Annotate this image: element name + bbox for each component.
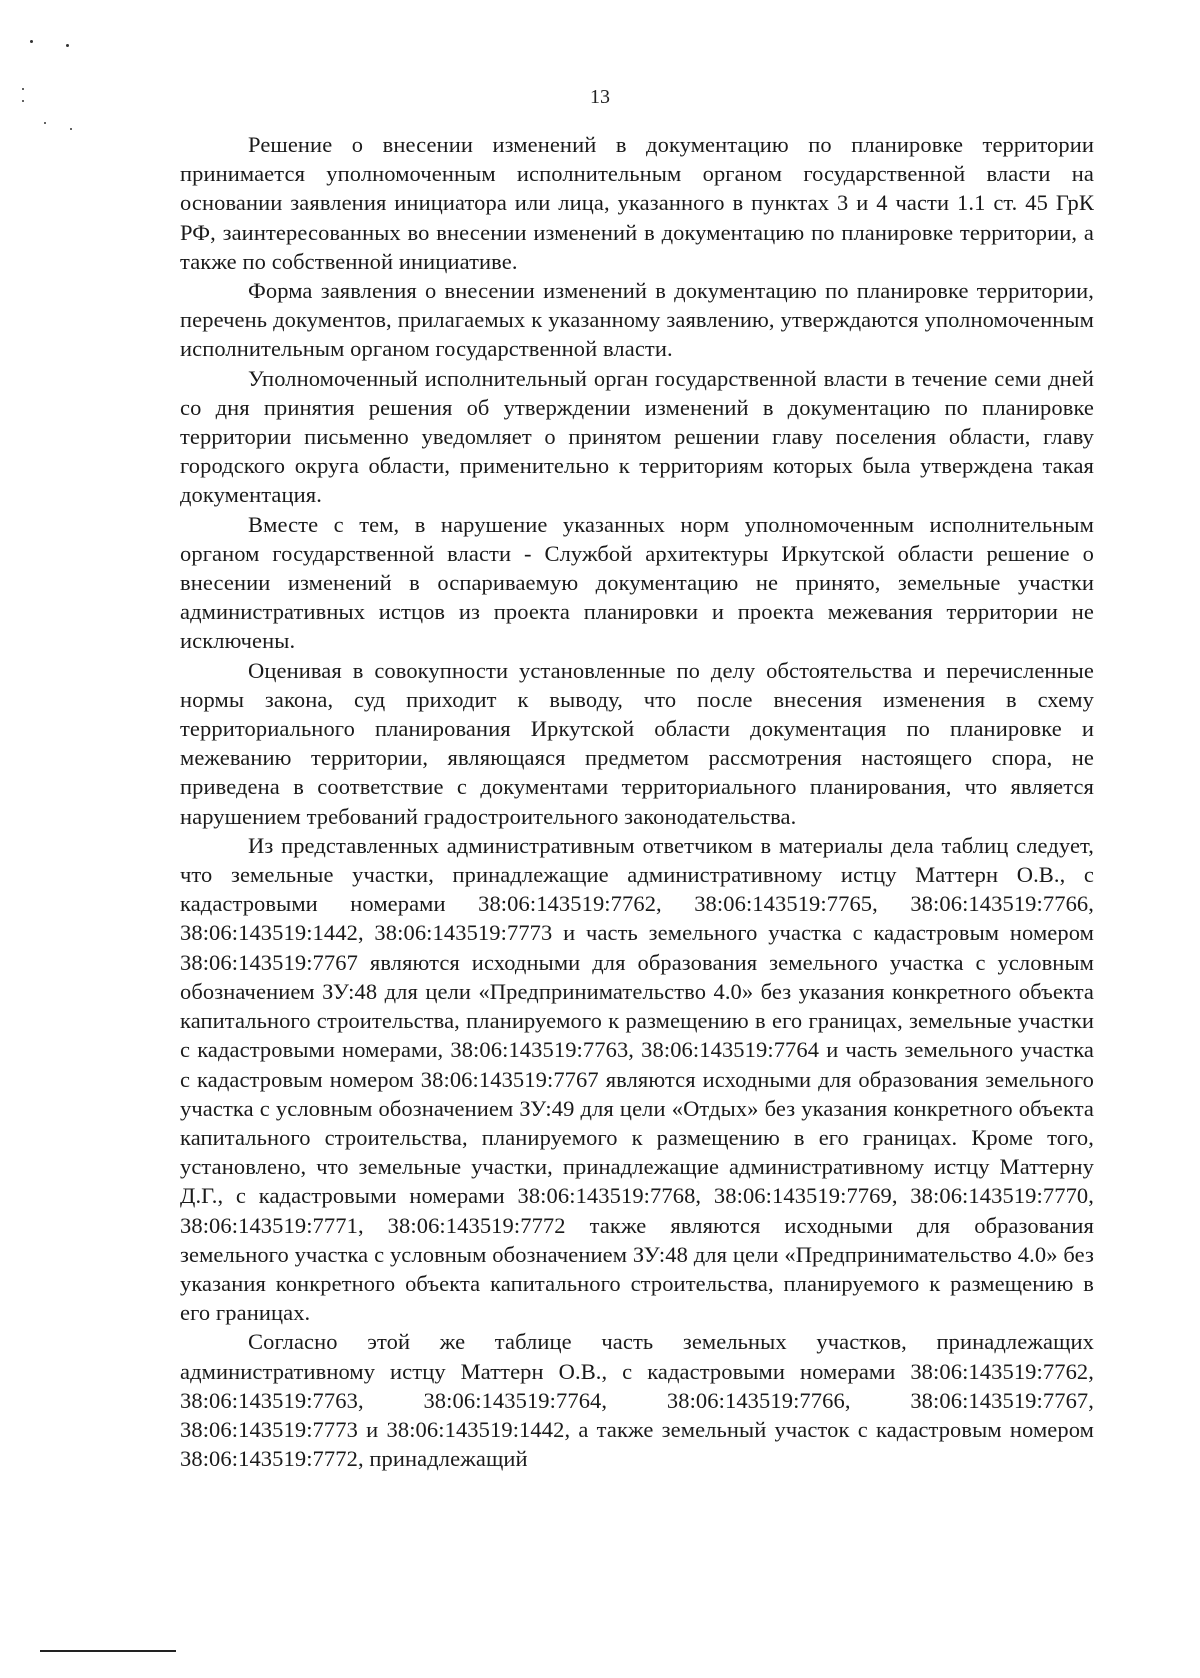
paragraph: Оценивая в совокупности установленные по делу обстоятельства и перечисленные нормы закона, суд приходит к выводу, что после внесения изменения в схему территориального планирования Иркутской области документация по планировке и межеванию территории, являющаяся предметом рассмотрения настоящего спора, не приведена в соответствие с документами территориального планирования, что является нарушением требований градостроительного законодательства.: [180, 657, 1094, 829]
scan-speck: [44, 122, 46, 124]
paragraph: Из представленных административным ответчиком в материалы дела таблиц следует, что земельные участки, принадлежащие административному истцу Маттерн О.В., с кадастровыми номерами 38:06:143519:7762, 38:06:143519:7765, 38:06:143519:7766, 38:06:143519:1442, 38:06:143519:7773 и часть земельного участка с кадастровым номером 38:06:143519:7767 являются исходными для образования земельного участка с условным обозначением ЗУ:48 для цели «Предпринимательство 4.0» без указания конкретного объекта капитального строительства, планируемого к размещению в его границах, земельные участки с кадастровыми номерами, 38:06:143519:7763, 38:06:143519:7764 и часть земельного участка с кадастровым номером 38:06:143519:7767 являются исходными для образования земельного участка с условным обозначением ЗУ:49 для цели «Отдых» без указания конкретного объекта капитального строительства, планируемого к размещению в его границах. Кроме того, установлено, что земельные участки, принадлежащие административному истцу Маттерну Д.Г., с кадастровыми номерами 38:06:143519:7768, 38:06:143519:7769, 38:06:143519:7770, 38:06:143519:7771, 38:06:143519:7772 также являются исходными для образования земельного участка с условным обозначением ЗУ:48 для цели «Предпринимательство 4.0» без указания конкретного объекта капитального строительства, планируемого к размещению в его границах.: [180, 832, 1094, 1326]
document-body: [180, 130, 1094, 1473]
scan-speck: [70, 128, 72, 130]
scan-speck: [30, 40, 33, 43]
footnote-separator: [40, 1650, 176, 1652]
paragraph: Вместе с тем, в нарушение указанных норм уполномоченным исполнительным органом государственной власти - Службой архитектуры Иркутской области решение о внесении изменений в оспариваемую документацию не принято, земельные участки административных истцов из проекта планировки и проекта межевания территории не исключены.: [180, 511, 1094, 654]
paragraph: Согласно этой же таблице часть земельных участков, принадлежащих административному истцу Маттерн О.В., с кадастровыми номерами 38:06:143519:7762, 38:06:143519:7763, 38:06:143519:7764, 38:06:143519:7766, 38:06:143519:7767, 38:06:143519:7773 и 38:06:143519:1442, а также земельный участок с кадастровым номером 38:06:143519:7772, принадлежащий: [180, 1329, 1094, 1472]
scan-speck: [66, 44, 69, 47]
page-number: 13: [590, 86, 610, 108]
paragraph: Решение о внесении изменений в документацию по планировке территории принимается уполномоченным исполнительным органом государственной власти на основании заявления инициатора или лица, указанного в пунктах 3 и 4 части 1.1 ст. 45 ГрК РФ, заинтересованных во внесении изменений в документацию по планировке территории, а также по собственной инициативе.: [180, 132, 1094, 274]
paragraph: Уполномоченный исполнительный орган государственной власти в течение семи дней со дня принятия решения об утверждении изменений в документацию по планировке территории письменно уведомляет о принятом решении главу поселения области, главу городского округа области, применительно к территориям которых была утверждена такая документация.: [180, 365, 1094, 508]
paragraph: Форма заявления о внесении изменений в документацию по планировке территории, перечень документов, прилагаемых к указанному заявлению, утверждаются уполномоченным исполнительным органом государственной власти.: [180, 278, 1094, 362]
